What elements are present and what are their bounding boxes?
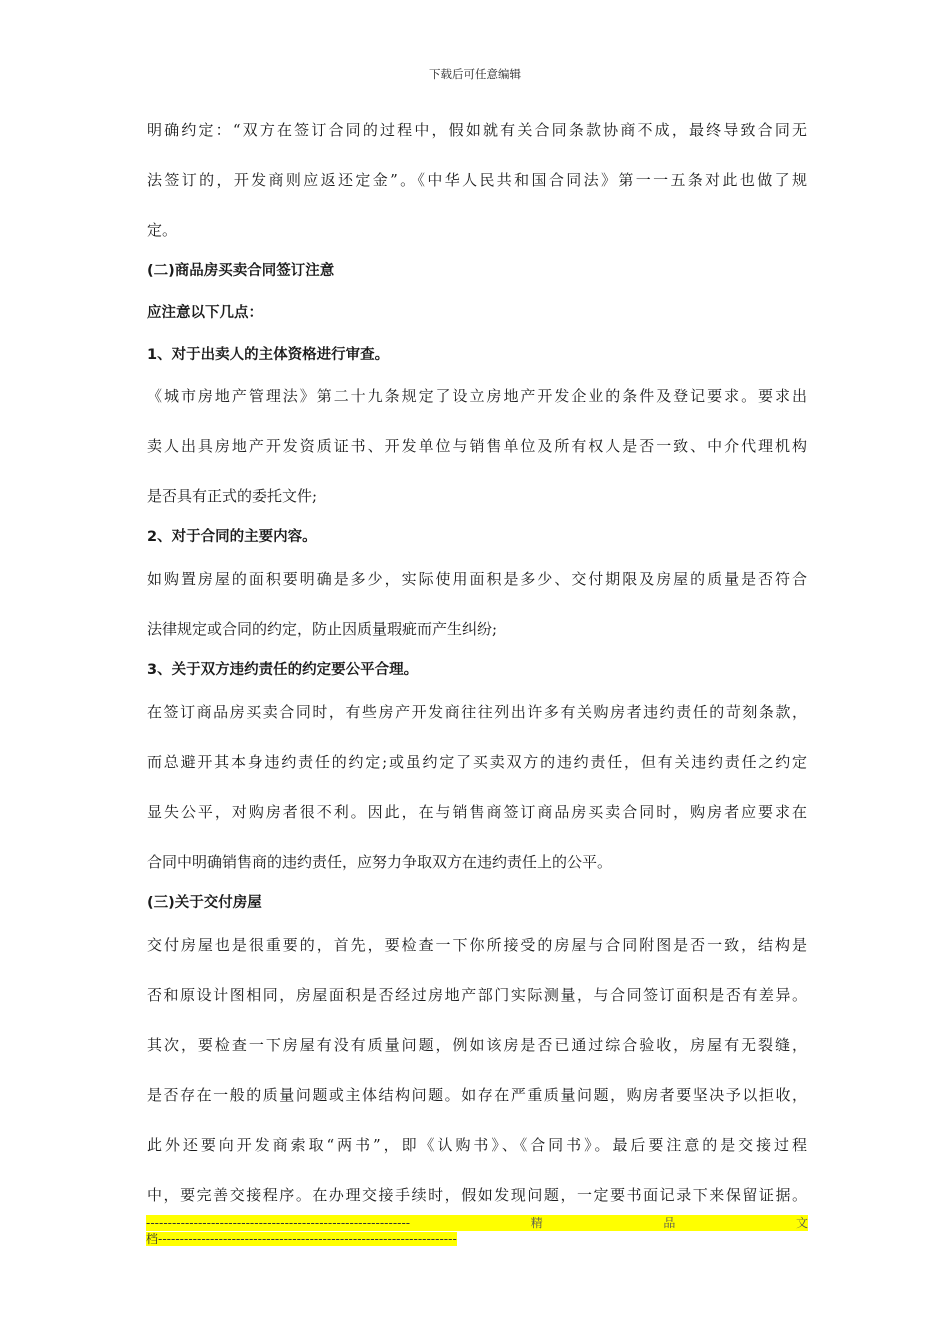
footer-char: 档 [146, 1232, 159, 1246]
subheading: 1、对于出卖人的主体资格进行审查。 [147, 347, 390, 363]
footer-char: 文 [795, 1216, 808, 1230]
footer-char: 精 [530, 1216, 543, 1230]
subheading: 应注意以下几点： [147, 305, 263, 321]
section-heading: (三)关于交付房屋 [147, 895, 262, 911]
subheading: 2、对于合同的主要内容。 [147, 529, 317, 545]
paragraph-line: 法律规定或合同的约定，防止因质量瑕疵而产生纠纷; [147, 620, 498, 638]
page-header: 下载后可任意编辑 [429, 67, 521, 81]
section-heading: (二)商品房买卖合同签订注意 [147, 263, 335, 279]
paragraph-line: 其次，要检查一下房屋有没有质量问题，例如该房是否已通过综合验收，房屋有无裂缝， [147, 1036, 807, 1054]
footer-banner [146, 1215, 808, 1247]
footer-dashes: --------------------------------------------------------------------- [158, 1232, 457, 1246]
paragraph-line: 定。 [147, 221, 178, 239]
paragraph-line: 法签订的，开发商则应返还定金”。《中华人民共和国合同法》第一一五条对此也做了规 [147, 171, 807, 189]
paragraph-line: 合同中明确销售商的违约责任，应努力争取双方在违约责任上的公平。 [147, 853, 613, 871]
paragraph-line: 交付房屋也是很重要的，首先，要检查一下你所接受的房屋与合同附图是否一致，结构是 [147, 936, 807, 954]
paragraph-line: 此外还要向开发商索取“两书”，即《认购书》、《合同书》。最后要注意的是交接过程 [147, 1136, 807, 1154]
paragraph-line: 而总避开其本身违约责任的约定;或虽约定了买卖双方的违约责任，但有关违约责任之约定 [147, 753, 807, 771]
paragraph-line: 如购置房屋的面积要明确是多少，实际使用面积是多少、交付期限及房屋的质量是否符合 [147, 570, 807, 588]
footer-row [146, 1215, 808, 1231]
footer-row [146, 1231, 808, 1247]
paragraph-line: 显失公平，对购房者很不利。因此，在与销售商签订商品房买卖合同时，购房者应要求在 [147, 803, 807, 821]
paragraph-line: 中，要完善交接程序。在办理交接手续时，假如发现问题，一定要书面记录下来保留证据。 [147, 1186, 807, 1204]
subheading: 3、关于双方违约责任的约定要公平合理。 [147, 662, 419, 678]
footer-char: 品 [663, 1216, 676, 1230]
paragraph-line: 在签订商品房买卖合同时，有些房产开发商往往列出许多有关购房者违约责任的苛刻条款， [147, 703, 807, 721]
paragraph-line: 否和原设计图相同，房屋面积是否经过房地产部门实际测量，与合同签订面积是否有差异。 [147, 986, 807, 1004]
paragraph-line: 是否存在一般的质量问题或主体结构问题。如存在严重质量问题，购房者要坚决予以拒收， [147, 1086, 807, 1104]
paragraph-line: 是否具有正式的委托文件; [147, 487, 318, 505]
paragraph-line: 明确约定：“双方在签订合同的过程中，假如就有关合同条款协商不成，最终导致合同无 [147, 121, 807, 139]
paragraph-line: 卖人出具房地产开发资质证书、开发单位与销售单位及所有权人是否一致、中介代理机构 [147, 437, 807, 455]
footer-dashes: ------------------------------------------------------------- [146, 1216, 411, 1230]
paragraph-line: 《城市房地产管理法》第二十九条规定了设立房地产开发企业的条件及登记要求。要求出 [147, 387, 807, 405]
